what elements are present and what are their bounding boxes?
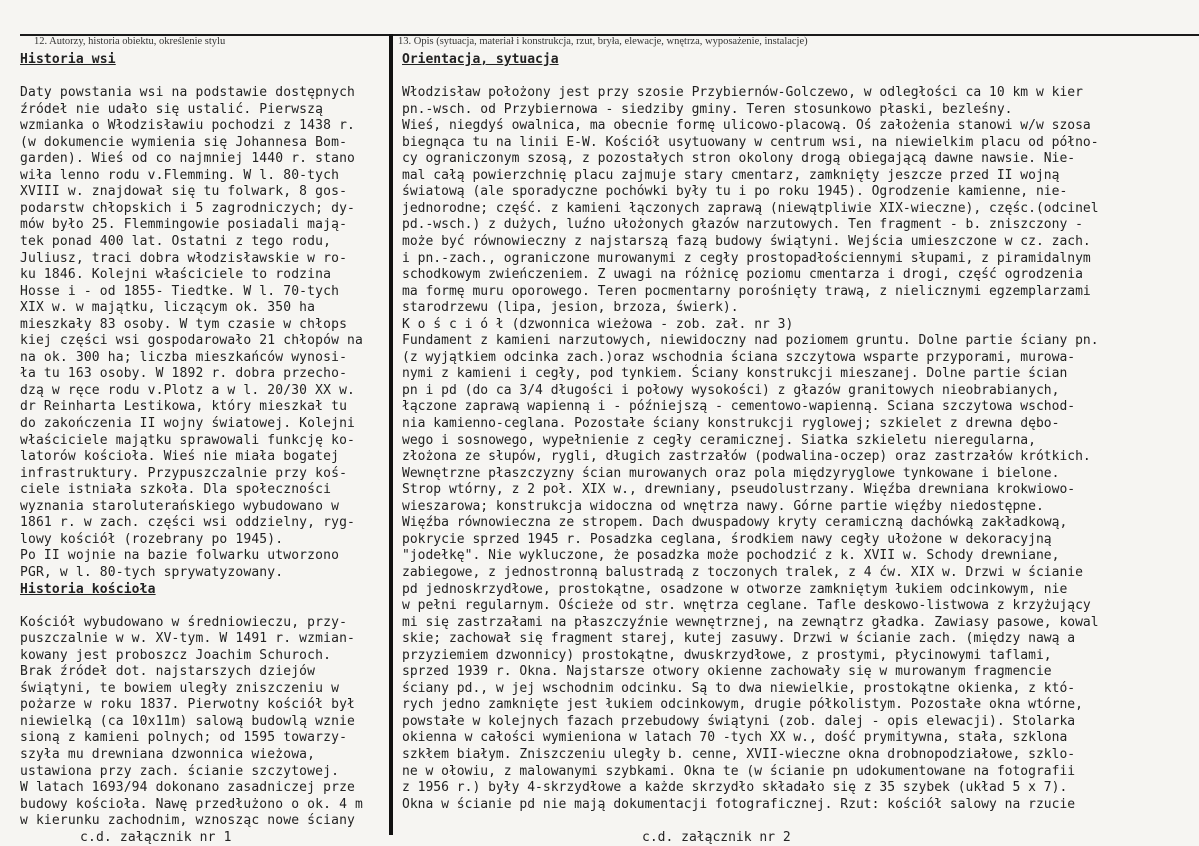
right-text-line: nymi z kamieni i cegły, pod tynkiem. Ściany konstrukcji mieszanej. Dolne partie ścian xyxy=(402,366,1068,382)
right-text-line: pd jednoskrzydłowe, prostokątne, osadzone w otworze zamkniętym łukiem odcinkowym, nie xyxy=(402,581,1068,597)
left-text-line: XVIII w. znajdował się tu folwark, 8 gos- xyxy=(20,184,348,200)
left-text-line: budowy kościoła. Nawę przedłużono o ok. 4 m xyxy=(20,796,363,812)
left-text-line: tek ponad 400 lat. Ostatni z tego rodu, xyxy=(20,234,332,250)
right-continuation-note: c.d. załącznik nr 2 xyxy=(642,829,791,845)
left-text-line: źródeł nie udało się ustalić. Pierwszą xyxy=(20,101,324,117)
left-text-line: W latach 1693/94 dokonano zasadniczej prze xyxy=(20,780,356,796)
left-text-line: właściciele majątku sprawowali funkcję ko- xyxy=(20,432,356,448)
right-text-line: okienna w całości wymieniona w latach 70 -tych XX w., dość prymitywna, stała, szklona xyxy=(402,730,1068,746)
right-text-line: wego i sosnowego, wypełnienie z cegły ceramicznej. Siatka szkieletu nieregularna, xyxy=(402,432,1036,448)
right-text-line: Okna w ścianie pd nie mają dokumentacji fotograficznej. Rzut: kościół salowy na rzucie xyxy=(402,796,1076,812)
left-text-line: pożarze w roku 1837. Pierwotny kościół był xyxy=(20,697,356,713)
right-text-line: powstałe w kolejnych fazach przebudowy świątyni (zob. dalej - opis elewacji). Stolarka xyxy=(402,713,1076,729)
right-text-line: Strop wtórny, z 2 poł. XIX w., drewniany, pseudolustrzany. Więźba drewniana krokwiowo- xyxy=(402,482,1076,498)
left-text-line: Daty powstania wsi na podstawie dostępnych xyxy=(20,85,356,101)
right-text-line xyxy=(402,69,1199,86)
right-text-line: ne w ołowiu, z malowanymi szybkami. Okna te (w ścianie pn udokumentowane na fotografii xyxy=(402,763,1076,779)
left-text-line: puszczalnie w w. XV-tym. W 1491 r. wzmian- xyxy=(20,631,356,647)
right-text-line: Wewnętrzne płaszczyzny ścian murowanych oraz pola międzyryglowe tynkowane i bielone. xyxy=(402,465,1060,481)
right-text-line: może być równowieczny z najstarszą fazą budowy świątyni. Wejścia umieszczone w cz. zach. xyxy=(402,234,1091,250)
right-text-line: sprzed 1939 r. Okna. Najstarsze otwory okienne zachowały się w murowanym fragmencie xyxy=(402,664,1052,680)
left-text-line: ustawiona przy zach. ścianie szczytowej. xyxy=(20,763,340,779)
left-text-line: niewielką (ca 10x11m) salową budowlą wznie xyxy=(20,713,356,729)
right-text-line: biegnąca tu na linii E-W. Kościół usytuowany w centrum wsi, na niewielkim placu od półno- xyxy=(402,134,1099,150)
right-text-line: wieszarowa; konstrukcja widoczna od wnętrza nawy. Górne partie więźby niedostępne. xyxy=(402,498,1044,514)
left-text-line: dzą w ręce rodu v.Plotz a w l. 20/30 XX w. xyxy=(20,382,356,398)
right-text-line: łączone zaprawą wapienną i - późniejszą - cementowo-wapienną. Sciana szczytowa wschod- xyxy=(402,399,1076,415)
right-text-line: złożona ze słupów, rygli, długich zastrzałów (podwalina-oczep) oraz zastrzałów krótkich. xyxy=(402,449,1091,465)
left-text-line: Brak źródeł dot. najstarszych dziejów xyxy=(20,664,316,680)
right-text-line: cy ograniczonym szosą, z pozostałych stron okolony drogą obiegającą dawne nawsie. Nie- xyxy=(402,151,1076,167)
left-text-line: mieszkały 83 osoby. W tym czasie w chłops xyxy=(20,316,348,332)
right-text-line: pn.-wsch. od Przybiernowa - siedziby gminy. Teren stosunkowo płaski, bezleśny. xyxy=(402,101,1013,117)
left-text-line: Kościół wybudowano w średniowieczu, przy- xyxy=(20,614,348,630)
left-text-line: w kierunku zachodnim, wznosząc nowe ściany xyxy=(20,813,356,829)
left-text-line: Po II wojnie na bazie folwarku utworzono xyxy=(20,548,340,564)
right-text-line: "jodełkę". Nie wykluczone, że posadzka może pochodzić z k. XVII w. Schody drewniane, xyxy=(402,548,1060,564)
left-text-line xyxy=(20,69,389,86)
left-text-line: garden). Wieś od co najmniej 1440 r. stano xyxy=(20,151,356,167)
right-text-line: (z wyjątkiem odcinka zach.)oraz wschodnia ściana szczytowa wsparte przyporami, murowa- xyxy=(402,349,1076,365)
right-text-line: jednorodne; część. z kamieni łączonych zaprawą (niewątpliwie XIX-wieczne), częśc.(odcinel xyxy=(402,200,1099,216)
left-text-line: sioną z kamieni polnych; od 1595 towarzy- xyxy=(20,730,348,746)
left-text-line: ła tu 163 osoby. W 1892 r. dobra przecho- xyxy=(20,366,348,382)
section-heading: Orientacja, sytuacja xyxy=(402,52,559,67)
left-text-line: wiła lenno rodu v.Flemming. W l. 80-tych xyxy=(20,167,340,183)
right-text-line: w pełni regularnym. Ościeże od str. wnętrza ceglane. Tafle deskowo-listwowa z krzyżujący xyxy=(402,598,1091,614)
left-text-line: kowany jest proboszcz Joachim Schuroch. xyxy=(20,647,332,663)
right-text-line: schodkowym zwieńczeniem. Z uwagi na różnicę poziomu cmentarza i drogi, część ogrodzenia xyxy=(402,267,1083,283)
right-text-line: pn i pd (do ca 3/4 długości i połowy wysokości) z głazów granitowych nieobrabianych, xyxy=(402,382,1060,398)
right-text-line: rych jedno zamknięte jest łukiem odcinkowym, drugie półkolistym. Pozostałe okna wtórne, xyxy=(402,697,1083,713)
right-text-line: Wieś, niegdyś owalnica, ma obecnie formę ulicowo-placową. Oś założenia stanowi w/w szosa xyxy=(402,118,1091,134)
right-text-line: ściany pd., w jej wschodnim odcinku. Są to dwa niewielkie, prostokątne okienka, z któ- xyxy=(402,680,1076,696)
left-text-line xyxy=(20,598,389,615)
left-text-line: ciele istniała szkoła. Dla społeczności xyxy=(20,482,332,498)
left-text-line: 1861 r. w zach. części wsi oddzielny, ryg- xyxy=(20,515,356,531)
right-text-line: mi się zastrzałami na płaszczyźnie wewnętrznej, na zewnątrz gładka. Zawiasy pasowe, kowal xyxy=(402,614,1099,630)
left-text-line: Juliusz, traci dobra włodzisławskie w ro- xyxy=(20,250,348,266)
right-text-line: K o ś c i ó ł (dzwonnica wieżowa - zob. zał. nr 3) xyxy=(402,316,794,332)
right-text-line: mal całą powierzchnię placu zajmuje stary cmentarz, zamknięty jeszcze przed II wojną xyxy=(402,167,1060,183)
right-text-line: Więźba równowieczna ze stropem. Dach dwuspadowy kryty ceramiczną dachówką zakładkową, xyxy=(402,515,1068,531)
right-text-line: skie; zachował się fragment starej, kutej zasuwy. Drzwi w ścianie zach. (między nawą a xyxy=(402,631,1076,647)
section-heading: Historia wsi xyxy=(20,52,116,67)
right-text-line: pokrycie sprzed 1945 r. Posadzka ceglana, środkiem nawy cegły ułożone w dekoracyjną xyxy=(402,531,1052,547)
right-text-line: Włodzisław położony jest przy szosie Przybiernów-Golczewo, w odległości ca 10 km w kier xyxy=(402,85,1083,101)
left-text-line: do zakończenia II wojny światowej. Kolejni xyxy=(20,416,356,432)
left-text-line: Hosse i - od 1855- Tiedtke. W l. 70-tych xyxy=(20,283,340,299)
left-text-line: wzmianka o Włodzisławiu pochodzi z 1438 r. xyxy=(20,118,356,134)
left-text-line: infrastruktury. Przypuszczalnie przy koś- xyxy=(20,465,348,481)
left-text-line: ku 1846. Kolejni właściciele to rodzina xyxy=(20,267,332,283)
right-text-line: zabiegowe, z jednostronną balustradą z toczonych tralek, z 4 ćw. XIX w. Drzwi w ścianie xyxy=(402,564,1083,580)
right-text-line: i pn.-zach., ograniczone murowanymi z cegły prostopadłościennymi słupami, z piramidalnym xyxy=(402,250,1091,266)
left-text-line: latorów kościoła. Wieś nie miała bogatej xyxy=(20,449,340,465)
left-text-line: PGR, w l. 80-tych sprywatyzowany. xyxy=(20,564,284,580)
right-text-line: szkłem białym. Zniszczeniu uległy b. cenne, XVII-wieczne okna drobnopodziałowe, szklo- xyxy=(402,746,1076,762)
section-heading: Historia kościoła xyxy=(20,581,156,597)
right-text-line: ma formę muru oporowego. Teren pocmentarny porośnięty trawą, z nielicznymi egzemplarzami xyxy=(402,283,1091,299)
column-divider xyxy=(389,34,393,835)
left-text-line: świątyni, te bowiem uległy zniszczeniu w xyxy=(20,680,340,696)
left-section-header: 12. Autorzy, historia obiektu, określenie stylu xyxy=(34,36,226,47)
right-text-line: z 1956 r.) były 4-skrzydłowe a każde skrzydło składało się z 35 szybek (układ 5 x 7). xyxy=(402,780,1068,796)
left-text-line: XIX w. w majątku, liczącym ok. 350 ha xyxy=(20,300,316,316)
left-column-text xyxy=(20,52,389,845)
right-text-line: pd.-wsch.) z dużych, luźno ułożonych głazów narzutowych. Ten fragment - b. zniszczony - xyxy=(402,217,1083,233)
right-text-line xyxy=(402,813,1199,830)
right-section-header: 13. Opis (sytuacja, materiał i konstrukcja, rzut, bryła, elewacje, wnętrza, wyposażenie, instalacje) xyxy=(398,36,808,47)
left-text-line: na ok. 300 ha; liczba mieszkańców wynosi- xyxy=(20,349,348,365)
right-text-line: przyziemiem dzwonnicy) prostokątne, dwuskrzydłowe, z prostymi, płycinowymi taflami, xyxy=(402,647,1052,663)
right-text-line: Fundament z kamieni narzutowych, niewidoczny nad poziomem gruntu. Dolne partie ściany pn. xyxy=(402,333,1099,349)
right-column-text xyxy=(402,52,1199,845)
right-text-line: światową (ale sporadyczne pochówki były tu i po roku 1945). Ogrodzenie kamienne, nie- xyxy=(402,184,1068,200)
right-text-line: starodrzewu (lipa, jesion, brzoza, świerk). xyxy=(402,300,739,316)
left-text-line: mów było 25. Flemmingowie posiadali mają- xyxy=(20,217,348,233)
left-text-line: kiej części wsi gospodarowało 21 chłopów na xyxy=(20,333,363,349)
left-text-line: podarstw chłopskich i 5 zagrodniczych; dy- xyxy=(20,200,356,216)
left-text-line: wyznania staroluterańskiego wybudowano w xyxy=(20,498,340,514)
left-text-line: dr Reinharta Lestikowa, który mieszkał tu xyxy=(20,399,348,415)
right-text-line: nia kamienno-ceglana. Pozostałe ściany konstrukcji ryglowej; szkielet z drewna dębo- xyxy=(402,416,1060,432)
left-continuation-note: c.d. załącznik nr 1 xyxy=(80,829,232,845)
left-text-line: lowy kościół (rozebrany po 1945). xyxy=(20,531,284,547)
left-text-line: szyła mu drewniana dzwonnica wieżowa, xyxy=(20,746,316,762)
left-text-line: (w dokumencie wymienia się Johannesa Bom- xyxy=(20,134,348,150)
